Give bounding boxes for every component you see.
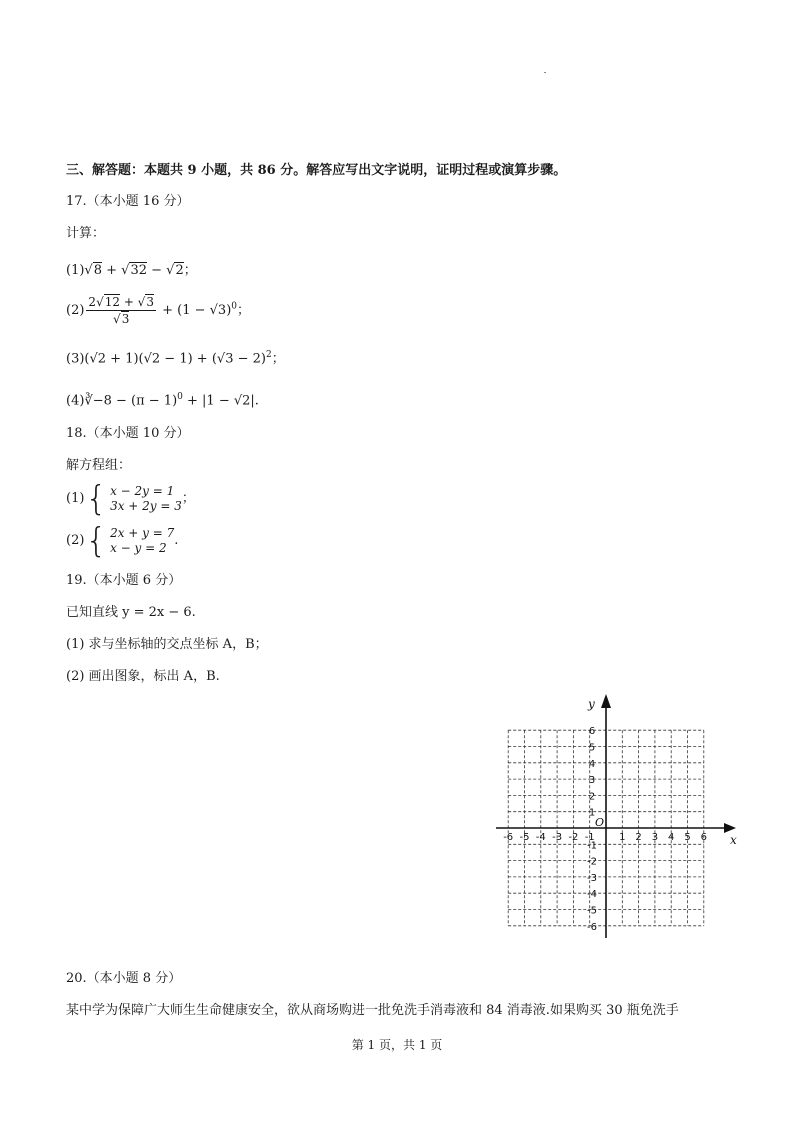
q19-statement: 已知直线 y = 2x − 6. [66,605,196,620]
q18-system-1: (1) { x − 2y = 1 3x + 2y = 3 ； [66,479,195,519]
q17-instruction: 计算： [66,226,106,241]
x-tick-label: -2 [568,832,579,843]
x-tick-label: 4 [668,832,675,843]
x-tick-label: -5 [519,832,530,843]
q17-item-4: (4)∛−8 − $(\pi - 1)^0 + |1 - √2|$. [66,392,259,409]
q18-system-2: (2) { 2x + y = 7 x − y = 2 . [66,521,179,561]
y-tick-label: -3 [587,872,597,884]
section-title: 三、解答题：本题共 9 小题，共 86 分。解答应写出文字说明，证明过程或演算步骤。 [66,163,567,178]
x-tick-label: 6 [700,832,707,843]
q17-item-3: $(3)(√2 + 1)(√2 - 1) + (√3 - 2)^2$； [66,350,285,367]
x-tick-label: 3 [651,832,659,843]
coordinate-grid [490,690,742,942]
y-tick-label: 1 [588,807,596,819]
y-tick-label: -6 [587,921,597,933]
x-tick-label: 2 [635,832,642,843]
origin-label: O [595,816,605,829]
y-tick-label: 2 [588,791,596,803]
fraction: $\frac{2√12 + √3}{√3}$ [88,295,154,326]
page-footer: 第 1 页，共 1 页 [351,1038,443,1052]
q18-header: 18.（本小题 10 分） [66,426,190,441]
y-tick-label: 5 [588,742,596,754]
y-tick-label: 3 [588,775,596,787]
q19-part-1: (1) 求与坐标轴的交点坐标 A，B； [66,637,268,652]
q19-part-2: (2) 画出图象，标出 A，B. [66,669,220,684]
q17-header: 17.（本小题 16 分） [66,194,190,209]
x-tick-label: 1 [619,832,626,843]
y-axis-label: y [588,697,595,711]
x-tick-label: -3 [552,832,563,843]
y-tick-label: -5 [587,905,597,917]
x-axis-arrow [724,823,736,833]
y-axis-arrow [601,694,611,708]
q17-item-2: (2) $\frac{2√12 + √3}{√3}$ + $(1 - √3)^0$； [66,295,251,326]
scan-mark [544,72,546,73]
y-tick-label: -4 [587,889,597,901]
q19-header: 19.（本小题 6 分） [66,573,182,588]
y-tick-label: 6 [588,726,596,738]
y-tick-label: -1 [587,840,597,852]
y-tick-label: -2 [587,856,597,868]
q18-instruction: 解方程组： [66,458,132,473]
q20-header: 20.（本小题 8 分） [66,971,182,986]
x-tick-label: -6 [503,832,514,843]
x-tick-label: 5 [684,832,691,843]
x-axis-label: x [730,833,737,847]
y-tick-label: 4 [588,758,596,770]
q17-item-1: (1)√8 + √32 − √2； [66,263,197,278]
q20-text: 某中学为保障广大师生生命健康安全，欲从商场购进一批免洗手消毒液和 84 消毒液.如果购买 30 瓶免洗手 [66,1003,679,1018]
x-tick-label: -1 [584,832,595,843]
x-tick-label: -4 [535,832,546,843]
